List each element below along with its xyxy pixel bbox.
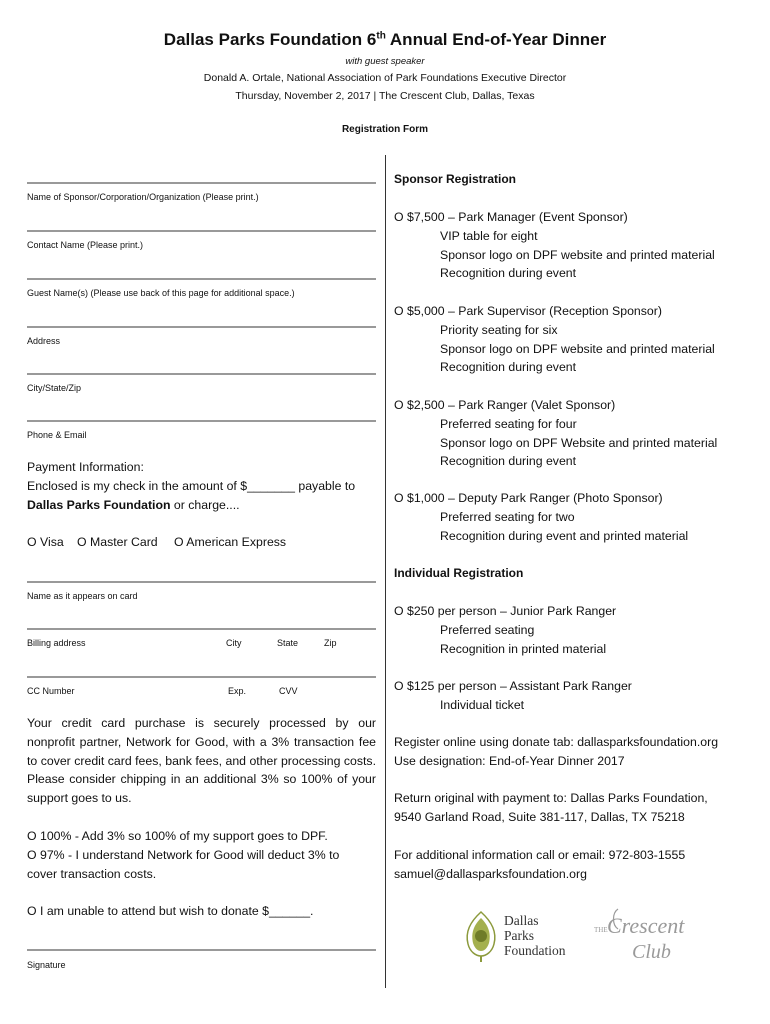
card-mastercard-option[interactable]: O Master Card bbox=[77, 535, 158, 549]
tier-title: O $7,500 – Park Manager (Event Sponsor) bbox=[394, 210, 628, 224]
tier-benefit: Recognition during event bbox=[440, 454, 577, 469]
svg-text:THE: THE bbox=[594, 926, 608, 934]
designation-line: Use designation: End-of-Year Dinner 2017 bbox=[394, 754, 625, 768]
name-on-card-label: Name as it appears on card bbox=[27, 591, 138, 601]
guest-speaker-line: with guest speaker bbox=[345, 56, 425, 67]
fee-note: Your credit card purchase is securely processed by our nonprofit partner, Network for Good, with a 3% transaction fee to cover credit card fees, bank fees, and other processing costs. Please consider chipping in an additional 3% so 100% of your support goes to us. bbox=[27, 716, 376, 806]
tier-title: O $2,500 – Park Ranger (Valet Sponsor) bbox=[394, 398, 616, 412]
tier-5000[interactable] bbox=[394, 302, 715, 377]
tier-benefit: Individual ticket bbox=[440, 697, 525, 712]
tier-7500[interactable] bbox=[394, 208, 715, 283]
city-label: City bbox=[226, 638, 242, 648]
cc-number-label: CC Number bbox=[27, 686, 75, 696]
card-amex-option[interactable]: O American Express bbox=[174, 535, 287, 549]
tier-benefit: Preferred seating for four bbox=[440, 416, 577, 431]
tier-benefit: Recognition during event bbox=[440, 266, 577, 281]
billing-address-label: Billing address bbox=[27, 638, 86, 648]
tier-benefit: VIP table for eight bbox=[440, 228, 538, 243]
tier-benefit: Preferred seating bbox=[440, 622, 535, 637]
city-state-zip-label: City/State/Zip bbox=[27, 383, 82, 393]
tier-benefit: Preferred seating for two bbox=[440, 509, 575, 524]
cvv-label: CVV bbox=[279, 686, 298, 696]
card-visa-option[interactable]: O Visa bbox=[27, 535, 64, 549]
tier-1000[interactable] bbox=[394, 489, 688, 545]
svg-text:Club: Club bbox=[632, 941, 671, 963]
tier-title: O $5,000 – Park Supervisor (Reception Sponsor) bbox=[394, 304, 662, 318]
tier-benefit: Sponsor logo on DPF website and printed material bbox=[440, 341, 715, 356]
return-line-2: 9540 Garland Road, Suite 381-117, Dallas, TX 75218 bbox=[394, 810, 685, 824]
column-divider bbox=[385, 155, 386, 988]
crescent-club-logo bbox=[592, 903, 687, 973]
tier-125[interactable] bbox=[394, 677, 632, 715]
tier-benefit: Priority seating for six bbox=[440, 322, 558, 337]
contact-name-label: Contact Name (Please print.) bbox=[27, 240, 144, 250]
tier-benefit: Sponsor logo on DPF website and printed material bbox=[440, 247, 715, 262]
tier-benefit: Recognition during event and printed material bbox=[440, 528, 689, 543]
form-title: Registration Form bbox=[341, 124, 429, 135]
sponsor-heading: Sponsor Registration bbox=[394, 172, 517, 186]
online-register-line: Register online using donate tab: dallasparksfoundation.org bbox=[394, 735, 719, 749]
svg-text:Crescent: Crescent bbox=[607, 913, 685, 938]
tier-title: O $1,000 – Deputy Park Ranger (Photo Sponsor) bbox=[394, 491, 663, 505]
tier-benefit: Sponsor logo on DPF Website and printed material bbox=[440, 435, 718, 450]
option-97-percent[interactable]: O 97% - I understand Network for Good will deduct 3% to bbox=[27, 848, 340, 862]
guest-names-label: Guest Name(s) (Please use back of this page for additional space.) bbox=[27, 288, 295, 298]
signature-label: Signature bbox=[27, 960, 66, 970]
tier-benefit: Recognition during event bbox=[440, 360, 577, 375]
address-label: Address bbox=[27, 336, 61, 346]
individual-heading: Individual Registration bbox=[394, 566, 524, 580]
payment-heading: Payment Information: bbox=[27, 460, 144, 474]
tier-250[interactable] bbox=[394, 602, 616, 658]
option-97-percent-cont: cover transaction costs. bbox=[27, 867, 157, 881]
donate-option[interactable]: O I am unable to attend but wish to donate $______. bbox=[27, 904, 314, 918]
speaker-line: Donald A. Ortale, National Association of Park Foundations Executive Director bbox=[203, 72, 567, 84]
payee-line: Dallas Parks Foundation or charge.... bbox=[27, 498, 240, 512]
contact-line-2: samuel@dallasparksfoundation.org bbox=[394, 867, 587, 881]
dpf-logo-text: Dallas Parks Foundation bbox=[504, 913, 566, 958]
zip-label: Zip bbox=[324, 638, 337, 648]
state-label: State bbox=[277, 638, 299, 648]
page-title: Dallas Parks Foundation 6th Annual End-of-Year Dinner bbox=[163, 30, 607, 49]
sponsor-name-label: Name of Sponsor/Corporation/Organization (Please print.) bbox=[27, 192, 259, 202]
tier-2500[interactable] bbox=[394, 396, 717, 471]
tier-benefit: Recognition in printed material bbox=[440, 641, 607, 656]
exp-label: Exp. bbox=[228, 686, 247, 696]
tier-title: O $250 per person – Junior Park Ranger bbox=[394, 604, 617, 618]
tier-title: O $125 per person – Assistant Park Ranger bbox=[394, 679, 632, 693]
contact-line-1: For additional information call or email: 972-803-1555 bbox=[394, 848, 686, 862]
check-line: Enclosed is my check in the amount of $_______ payable to bbox=[27, 479, 356, 493]
phone-email-label: Phone & Email bbox=[27, 430, 87, 440]
dpf-leaf-logo bbox=[464, 910, 498, 967]
return-line-1: Return original with payment to: Dallas Parks Foundation, bbox=[394, 791, 708, 805]
option-100-percent[interactable]: O 100% - Add 3% so 100% of my support goes to DPF. bbox=[27, 829, 328, 843]
date-location-line: Thursday, November 2, 2017 | The Crescent Club, Dallas, Texas bbox=[235, 90, 535, 102]
